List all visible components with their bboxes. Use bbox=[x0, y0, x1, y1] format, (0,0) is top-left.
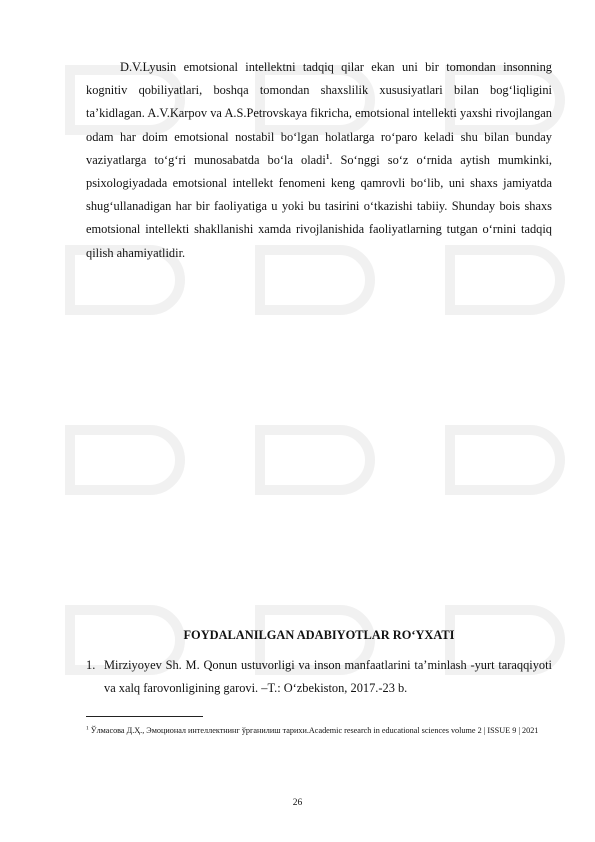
reference-item bbox=[86, 654, 552, 699]
paragraph-text-start: D.V.Lyusin emotsional intellektni tadqiq qilar ekan uni bir tomondan insonning kognitiv qobiliyatlari, boshqa tomondan shaxslilik xususiyatlari bilan bog‘liqligini ta’kidlagan. A.V.Karpov va A.S.Petrovskaya fikricha, emotsional intellekti yaxshi rivojlangan odam har doim emotsional nostabil bo‘lgan holatlarga ro‘paro keladi shu bilan bunday vaziyatlarga to‘g‘ri munosabatda bo‘la oladi bbox=[86, 60, 552, 167]
reference-text: Mirziyoyev Sh. M. Qonun ustuvorligi va inson manfaatlarini ta’minlash -yurt taraqqiyoti va xalq farovonligining garovi. –T.: O‘zbekiston, 2017.-23 b. bbox=[104, 658, 552, 695]
footnote-text: Ўлмасова Д.Ҳ., Эмоционал интеллектнинг ўрганилиш тарихи.Academic research in educational sciences volume 2 | ISSUE 9 | 2021 bbox=[90, 726, 539, 735]
paragraph-text-end: . So‘nggi so‘z o‘rnida aytish mumkinki, psixologiyadada emotsional intellekt fenomeni keng qamrovli bo‘lib, uni shaxs jamiyatda shug‘ullanadigan har bir faoliyatiga u yoki bu tasirini o‘tkazishi tabiiy. Shunday bois shaxs emotsional intellekti shakllanishi xamda rivojlanishida faoliyatlarning tutgan o‘rnini tadqiq qilish ahamiyatlidir. bbox=[86, 152, 552, 260]
references-heading: FOYDALANILGAN ADABIYOTLAR RO‘YXATI bbox=[183, 628, 455, 642]
body-paragraph bbox=[86, 56, 552, 265]
reference-number: 1. bbox=[86, 658, 96, 672]
footnote-reference[interactable]: 1 bbox=[325, 152, 330, 161]
footnote-divider bbox=[86, 716, 203, 717]
footnote-marker: 1 bbox=[86, 725, 89, 732]
footnote bbox=[86, 724, 552, 738]
reference-list bbox=[86, 654, 552, 699]
page-number: 26 bbox=[292, 798, 303, 808]
